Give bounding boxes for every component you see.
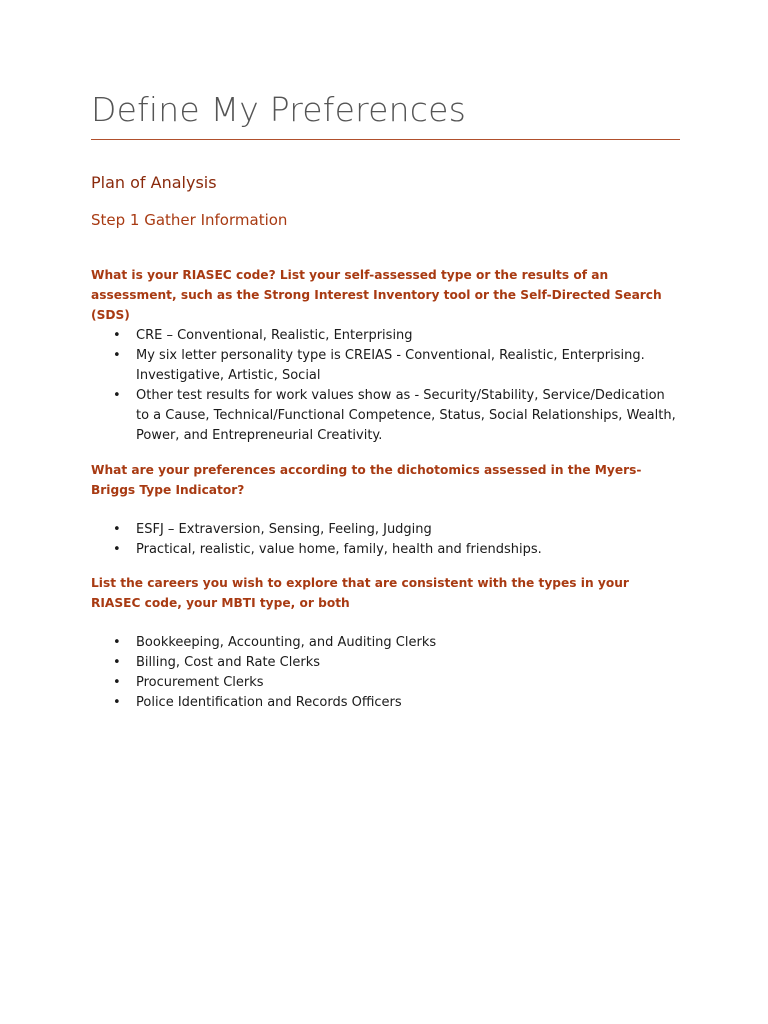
bullet-icon: • xyxy=(113,635,121,650)
list-item-text: Police Identification and Records Officers xyxy=(136,695,402,710)
mbti-bullet-list xyxy=(91,520,680,560)
list-item-text: ESFJ – Extraversion, Sensing, Feeling, Judging xyxy=(136,522,432,537)
list-item-text: My six letter personality type is CREIAS - Conventional, Realistic, Enterprising. Investigative, Artistic, Social xyxy=(136,348,645,383)
section-heading: Plan of Analysis xyxy=(91,173,217,192)
riasec-bullet-list xyxy=(91,326,680,446)
bullet-icon: • xyxy=(113,542,121,557)
list-item-text: CRE – Conventional, Realistic, Enterprising xyxy=(136,328,413,343)
list-item xyxy=(91,633,680,653)
list-item xyxy=(91,386,680,446)
bullet-icon: • xyxy=(113,695,121,710)
list-item-text: Bookkeeping, Accounting, and Auditing Clerks xyxy=(136,635,437,650)
list-item xyxy=(91,346,680,386)
list-item xyxy=(91,540,680,560)
list-item xyxy=(91,520,680,540)
step-heading: Step 1 Gather Information xyxy=(91,211,288,229)
bullet-icon: • xyxy=(113,348,121,363)
list-item xyxy=(91,326,680,346)
bullet-icon: • xyxy=(113,328,121,343)
bullet-icon: • xyxy=(113,655,121,670)
bullet-icon: • xyxy=(113,388,121,403)
list-item xyxy=(91,693,680,713)
title-underline-divider xyxy=(91,139,680,140)
bullet-icon: • xyxy=(113,522,121,537)
question-riasec: What is your RIASEC code? List your self-assessed type or the results of an assessment, such as the Strong Interest Inventory tool or the Self-Directed Search (SDS) xyxy=(91,268,662,322)
careers-bullet-list xyxy=(91,633,680,713)
page-title: Define My Preferences xyxy=(91,90,466,129)
question-careers: List the careers you wish to explore that are consistent with the types in your RIASEC code, your MBTI type, or both xyxy=(91,576,629,610)
list-item-text: Procurement Clerks xyxy=(136,675,264,690)
list-item-text: Billing, Cost and Rate Clerks xyxy=(136,655,321,670)
list-item-text: Practical, realistic, value home, family, health and friendships. xyxy=(136,542,542,557)
question-mbti: What are your preferences according to the dichotomics assessed in the Myers-Briggs Type Indicator? xyxy=(91,463,642,497)
bullet-icon: • xyxy=(113,675,121,690)
list-item-text: Other test results for work values show as - Security/Stability, Service/Dedication to a Cause, Technical/Functional Competence, Status, Social Relationships, Wealth, Power, and Entrepreneurial Creativity. xyxy=(136,388,676,443)
list-item xyxy=(91,673,680,693)
list-item xyxy=(91,653,680,673)
